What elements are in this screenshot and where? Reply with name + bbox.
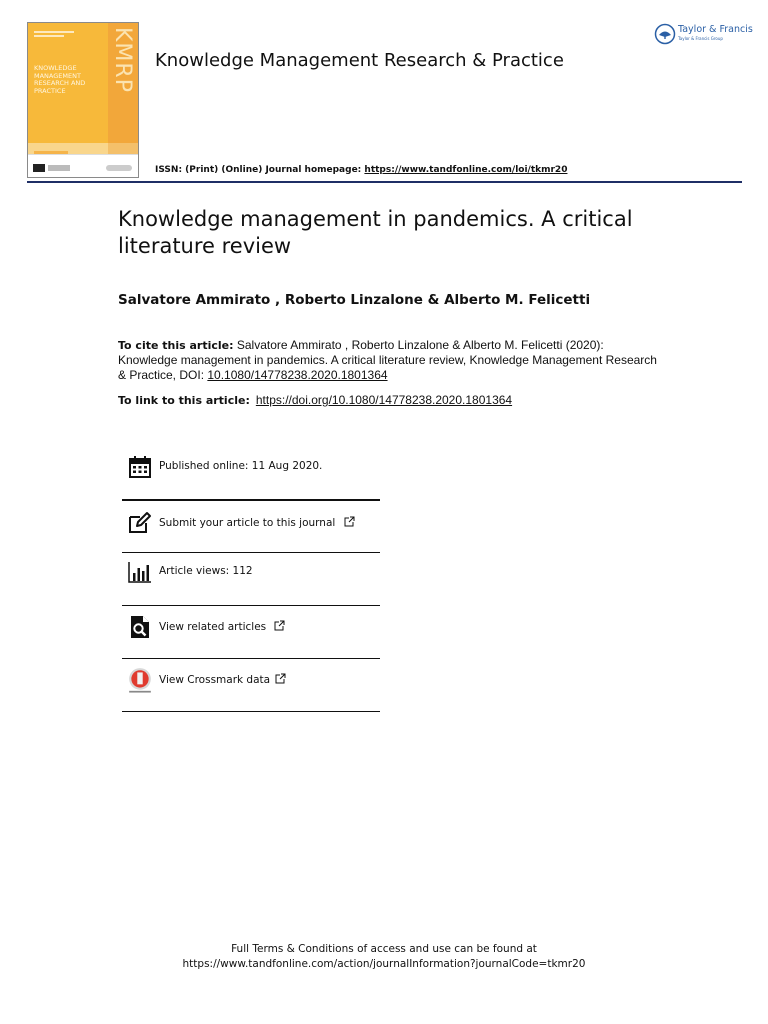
- society-logo-icon: [48, 165, 70, 171]
- calendar-icon: [128, 455, 152, 479]
- document-search-icon: [128, 615, 152, 639]
- publisher-group: Taylor & Francis Group: [678, 36, 723, 41]
- external-link-icon: [275, 673, 286, 684]
- edit-icon: [128, 511, 152, 535]
- header-divider: [27, 181, 742, 183]
- published-online-label: Published online: 11 Aug 2020.: [159, 460, 323, 472]
- citation-text: Salvatore Ammirato , Roberto Linzalone & Alberto M. Felicetti (2020): Knowledge management in pandemics. A critical literature review, Knowledge Management Research & Practice, DOI:: [118, 338, 657, 382]
- tf-small-logo-icon: [106, 165, 132, 171]
- crossmark-item[interactable]: [122, 654, 380, 706]
- article-views-item: [122, 546, 380, 598]
- meta-divider: [122, 711, 380, 712]
- related-articles-item[interactable]: [122, 601, 380, 653]
- issn-line: [155, 165, 567, 175]
- external-link-icon: [344, 516, 355, 527]
- crossmark-label: View Crossmark data: [159, 674, 271, 686]
- cover-title: KNOWLEDGE MANAGEMENT RESEARCH AND PRACTICE: [34, 64, 86, 95]
- citation-label: To cite this article:: [118, 339, 234, 352]
- cover-small-print: [34, 31, 94, 37]
- link-line: [118, 393, 512, 407]
- publisher-logo-icon: [33, 164, 45, 172]
- journal-cover[interactable]: [27, 22, 139, 178]
- article-doi-link[interactable]: https://doi.org/10.1080/14778238.2020.1801364: [255, 393, 513, 407]
- footer: [0, 942, 768, 972]
- submit-article-label: Submit your article to this journal: [159, 517, 336, 529]
- cover-vertical-text: KMRP: [110, 27, 135, 93]
- link-label: To link to this article:: [118, 394, 250, 407]
- journal-homepage-link[interactable]: https://www.tandfonline.com/loi/tkmr20: [364, 165, 568, 175]
- citation-doi-link[interactable]: 10.1080/14778238.2020.1801364: [207, 368, 388, 382]
- publisher-name: Taylor & Francis: [678, 24, 753, 35]
- crossmark-icon: [127, 666, 153, 694]
- bar-chart-icon: [128, 560, 152, 584]
- submit-article-item[interactable]: [122, 497, 380, 549]
- citation-block: [118, 338, 658, 383]
- footer-terms-link[interactable]: https://www.tandfonline.com/action/journalInformation?journalCode=tkmr20: [182, 958, 586, 970]
- related-articles-label: View related articles: [159, 621, 267, 633]
- article-views-label: Article views: 112: [159, 565, 253, 577]
- article-title: Knowledge management in pandemics. A critical literature review: [118, 207, 633, 258]
- footer-terms: Full Terms & Conditions of access and use can be found at: [231, 943, 537, 955]
- taylor-francis-logo-icon: [654, 23, 676, 45]
- journal-name[interactable]: Knowledge Management Research & Practice: [155, 50, 564, 71]
- article-authors: Salvatore Ammirato , Roberto Linzalone & Alberto M. Felicetti: [118, 292, 591, 308]
- published-online-item: [122, 441, 380, 493]
- issn-text: ISSN: (Print) (Online) Journal homepage:: [155, 165, 365, 175]
- external-link-icon: [274, 620, 285, 631]
